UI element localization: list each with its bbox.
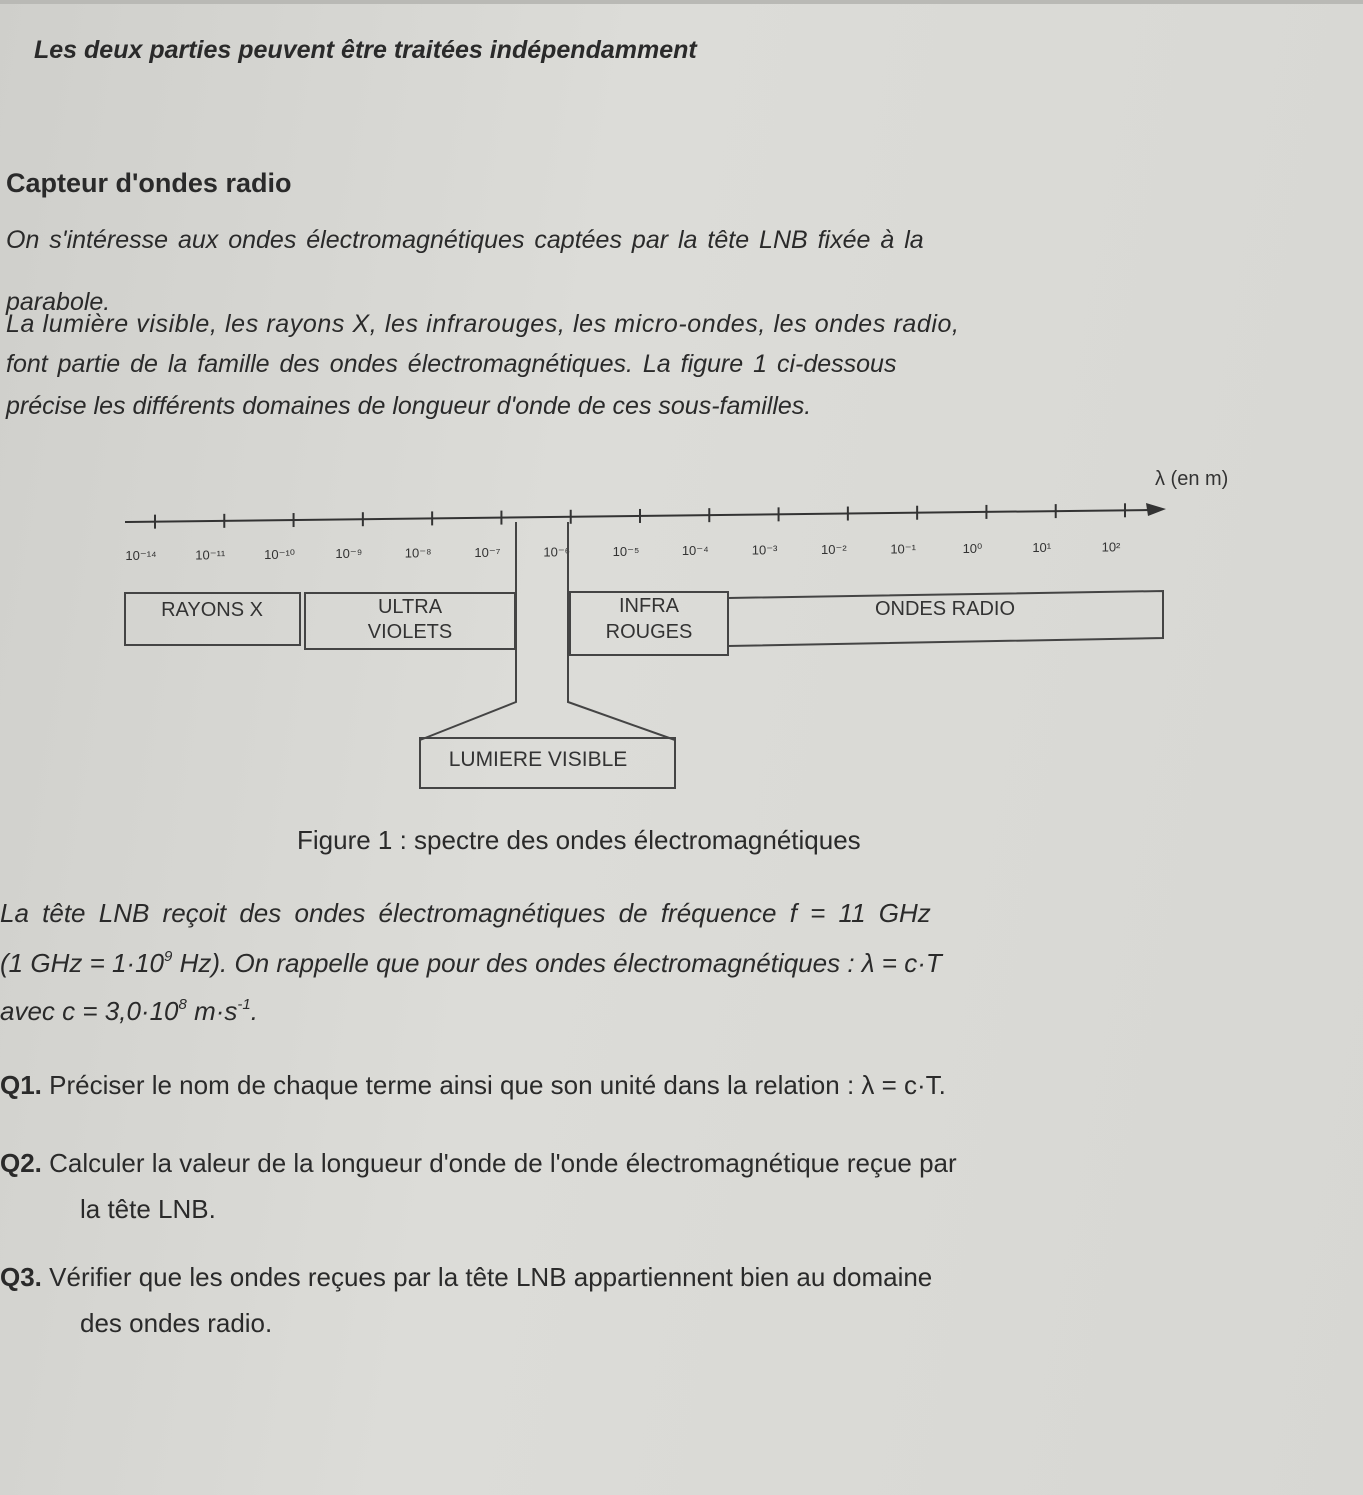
- axis-tick-label: 10⁻⁵: [612, 543, 640, 559]
- question-2-label: Q2.: [0, 1148, 42, 1178]
- x-rays-label: RAYONS X: [161, 599, 263, 621]
- axis-label: λ (en m): [1155, 468, 1229, 490]
- axis-tick-label: 10⁰: [962, 540, 983, 556]
- lnb-line-2: [0, 948, 942, 979]
- axis-tick-label: 10⁻¹: [890, 541, 916, 557]
- axis-tick-label: 10⁻¹¹: [195, 547, 226, 563]
- paragraph-line-2: parabole.: [6, 288, 111, 316]
- top-divider: [0, 0, 1363, 4]
- question-1-label: Q1.: [0, 1070, 42, 1100]
- lnb-line-1: La tête LNB reçoit des ondes électromagnétiques de fréquence f = 11 GHz: [0, 898, 931, 928]
- paragraph-line-4: font partie de la famille des ondes électromagnétiques. La figure 1 ci-dessous: [6, 350, 897, 378]
- lnb-line-3-end: .: [250, 996, 258, 1026]
- lnb-line-3: [0, 996, 258, 1027]
- speed-exponent: 8: [178, 996, 187, 1013]
- axis-tick-label: 10⁻²: [821, 542, 847, 557]
- visible-light-label: LUMIERE VISIBLE: [448, 748, 628, 771]
- question-3-label: Q3.: [0, 1262, 42, 1292]
- ultraviolet-label-1: ULTRA: [377, 596, 443, 618]
- figure-caption: Figure 1 : spectre des ondes électromagnétiques: [297, 825, 861, 855]
- question-2-continued: la tête LNB.: [80, 1194, 216, 1224]
- lnb-exponent: 9: [164, 948, 173, 965]
- question-1-text: Préciser le nom de chaque terme ainsi que son unité dans la relation : λ = c·T.: [41, 1070, 946, 1100]
- wavelength-axis: [125, 510, 1150, 522]
- lnb-line-3-start: avec c = 3,0·10: [0, 996, 179, 1026]
- spectrum-diagram: [0, 450, 1363, 850]
- spectrum-figure: [0, 450, 1363, 850]
- question-3-text: Vérifier que les ondes reçues par la tête LNB appartiennent bien au domaine: [41, 1262, 933, 1292]
- ultraviolet-label-2: VIOLETS: [367, 621, 453, 643]
- lnb-line-2-start: (1 GHz = 1·10: [0, 948, 165, 978]
- lnb-line-2-end: Hz). On rappelle que pour des ondes électromagnétiques : λ = c·T: [172, 948, 942, 978]
- axis-tick-label: 10⁻¹⁴: [125, 548, 157, 563]
- axis-tick-label: 10¹: [1032, 540, 1052, 556]
- axis-tick-label: 10⁻⁷: [474, 545, 501, 560]
- question-2: [0, 1148, 957, 1179]
- radio-waves-label: ONDES RADIO: [874, 598, 1016, 620]
- axis-tick-label: 10⁻⁴: [681, 543, 709, 559]
- section-title: Capteur d'ondes radio: [6, 168, 292, 198]
- axis-tick-label: 10⁻³: [751, 542, 778, 558]
- intro-line: Les deux parties peuvent être traitées indépendamment: [34, 36, 697, 64]
- infrared-label-1: INFRA: [619, 595, 679, 617]
- axis-tick-labels: [125, 540, 1121, 563]
- question-3-continued: des ondes radio.: [80, 1308, 273, 1338]
- axis-tick-label: 10²: [1101, 539, 1121, 555]
- unit-exponent: -1: [237, 996, 251, 1013]
- axis-tick-label: 10⁻⁹: [335, 546, 363, 562]
- axis-arrow-icon: [1146, 503, 1166, 516]
- paragraph-line-1: On s'intéresse aux ondes électromagnétiques captées par la tête LNB fixée à la: [6, 226, 924, 254]
- lnb-line-3-unit: m·s: [186, 996, 238, 1026]
- paragraph-line-3: La lumière visible, les rayons X, les infrarouges, les micro-ondes, les ondes radio,: [6, 310, 960, 338]
- question-2-text: Calculer la valeur de la longueur d'onde de l'onde électromagnétique reçue par: [41, 1148, 957, 1178]
- axis-tick-label: 10⁻¹⁰: [264, 546, 296, 562]
- axis-tick-label: 10⁻⁶: [543, 544, 571, 560]
- axis-tick-label: 10⁻⁸: [404, 545, 432, 561]
- axis-ticks: [155, 503, 1125, 528]
- question-3: [0, 1262, 932, 1293]
- paragraph-line-5: précise les différents domaines de longueur d'onde de ces sous-familles.: [6, 392, 812, 420]
- infrared-label-2: ROUGES: [605, 621, 693, 643]
- question-1: [0, 1070, 946, 1101]
